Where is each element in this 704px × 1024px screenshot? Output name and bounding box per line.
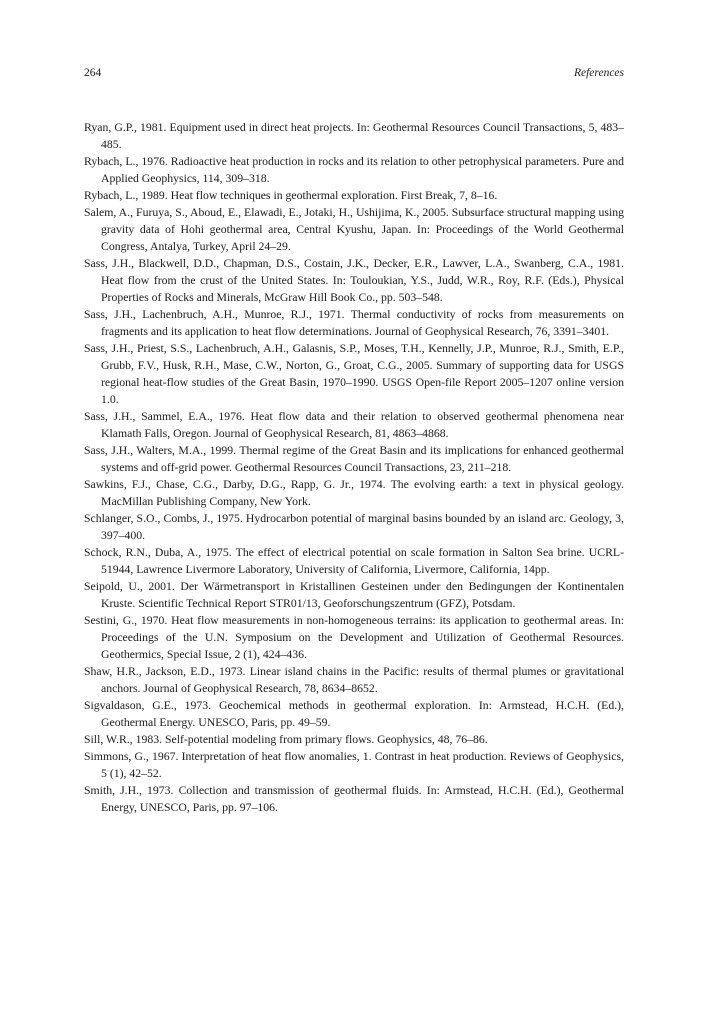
reference-entry: Simmons, G., 1967. Interpretation of heat flow anomalies, 1. Contrast in heat production. Reviews of Geophysics, 5 (1), 42–52. bbox=[84, 750, 624, 780]
reference-entry: Rybach, L., 1989. Heat flow techniques in geothermal exploration. First Break, 7, 8–16. bbox=[84, 189, 498, 202]
reference-entry: Shaw, H.R., Jackson, E.D., 1973. Linear island chains in the Pacific: results of thermal plumes or gravitational anchors. Journal of Geophysical Research, 78, 8634–8652. bbox=[84, 665, 624, 695]
reference-entry: Sawkins, F.J., Chase, C.G., Darby, D.G., Rapp, G. Jr., 1974. The evolving earth: a text in physical geology. MacMillan Publishing Company, New York. bbox=[84, 478, 624, 508]
reference-entry: Salem, A., Furuya, S., Aboud, E., Elawadi, E., Jotaki, H., Ushijima, K., 2005. Subsurface structural mapping using gravity data of Hohi geothermal area, Central Kyushu, Japan. In: Proceedings of the World Geothermal Congress, Antalya, Turkey, April 24–29. bbox=[84, 206, 624, 253]
reference-entry: Sass, J.H., Priest, S.S., Lachenbruch, A.H., Galasnis, S.P., Moses, T.H., Kennelly, J.P., Munroe, R.J., Smith, E.P., Grubb, F.V., Husk, R.H., Mase, C.W., Norton, G., Groat, C.G., 2005. Summary of supporting data for USGS regional heat-flow studies of the Great Basin, 1970–1990. USGS Open-file Report 2005–1207 online version 1.0. bbox=[84, 342, 624, 406]
reference-entry: Ryan, G.P., 1981. Equipment used in direct heat projects. In: Geothermal Resources Council Transactions, 5, 483–485. bbox=[84, 121, 624, 151]
reference-entry: Sass, J.H., Walters, M.A., 1999. Thermal regime of the Great Basin and its implications for enhanced geothermal systems and off-grid power. Geothermal Resources Council Transactions, 23, 211–218. bbox=[84, 444, 624, 474]
reference-entry: Sass, J.H., Sammel, E.A., 1976. Heat flow data and their relation to observed geothermal phenomena near Klamath Falls, Oregon. Journal of Geophysical Research, 81, 4863–4868. bbox=[84, 410, 624, 440]
reference-entry: Seipold, U., 2001. Der Wärmetransport in Kristallinen Gesteinen under den Bedingungen der Kontinentalen Kruste. Scientific Technical Report STR01/13, Geoforschungszentrum (GFZ), Potsdam. bbox=[84, 580, 624, 610]
page-number: 264 bbox=[84, 67, 102, 79]
reference-entry: Sestini, G., 1970. Heat flow measurements in non-homogeneous terrains: its application to geothermal areas. In: Proceedings of the U.N. Symposium on the Development and Utilization of Geothermal Resources. Geothermics, Special Issue, 2 (1), 424–436. bbox=[84, 614, 624, 661]
running-head: References bbox=[573, 67, 624, 79]
reference-entry: Sass, J.H., Blackwell, D.D., Chapman, D.S., Costain, J.K., Decker, E.R., Lawver, L.A., Swanberg, C.A., 1981. Heat flow from the crust of the United States. In: Touloukian, Y.S., Judd, W.R., Roy, R.F. (Eds.), Physical Properties of Rocks and Minerals, McGraw Hill Book Co., pp. 503–548. bbox=[84, 257, 624, 304]
reference-entry: Sigvaldason, G.E., 1973. Geochemical methods in geothermal exploration. In: Armstead, H.C.H. (Ed.), Geothermal Energy. UNESCO, Paris, pp. 49–59. bbox=[84, 699, 624, 729]
reference-entry: Schock, R.N., Duba, A., 1975. The effect of electrical potential on scale formation in Salton Sea brine. UCRL-51944, Lawrence Livermore Laboratory, University of California, Livermore, California, 14pp. bbox=[84, 546, 624, 576]
reference-entry: Sass, J.H., Lachenbruch, A.H., Munroe, R.J., 1971. Thermal conductivity of rocks from measurements on fragments and its application to heat flow determinations. Journal of Geophysical Research, 76, 3391–3401. bbox=[84, 308, 624, 338]
page-header bbox=[84, 64, 624, 82]
reference-entry: Smith, J.H., 1973. Collection and transmission of geothermal fluids. In: Armstead, H.C.H. (Ed.), Geothermal Energy, UNESCO, Paris, pp. 97–106. bbox=[84, 784, 624, 814]
reference-entry: Schlanger, S.O., Combs, J., 1975. Hydrocarbon potential of marginal basins bounded by an island arc. Geology, 3, 397–400. bbox=[84, 512, 624, 542]
reference-entry: Rybach, L., 1976. Radioactive heat production in rocks and its relation to other petrophysical parameters. Pure and Applied Geophysics, 114, 309–318. bbox=[84, 155, 624, 185]
reference-entry: Sill, W.R., 1983. Self-potential modeling from primary flows. Geophysics, 48, 76–86. bbox=[84, 733, 488, 746]
reference-list bbox=[84, 119, 624, 816]
